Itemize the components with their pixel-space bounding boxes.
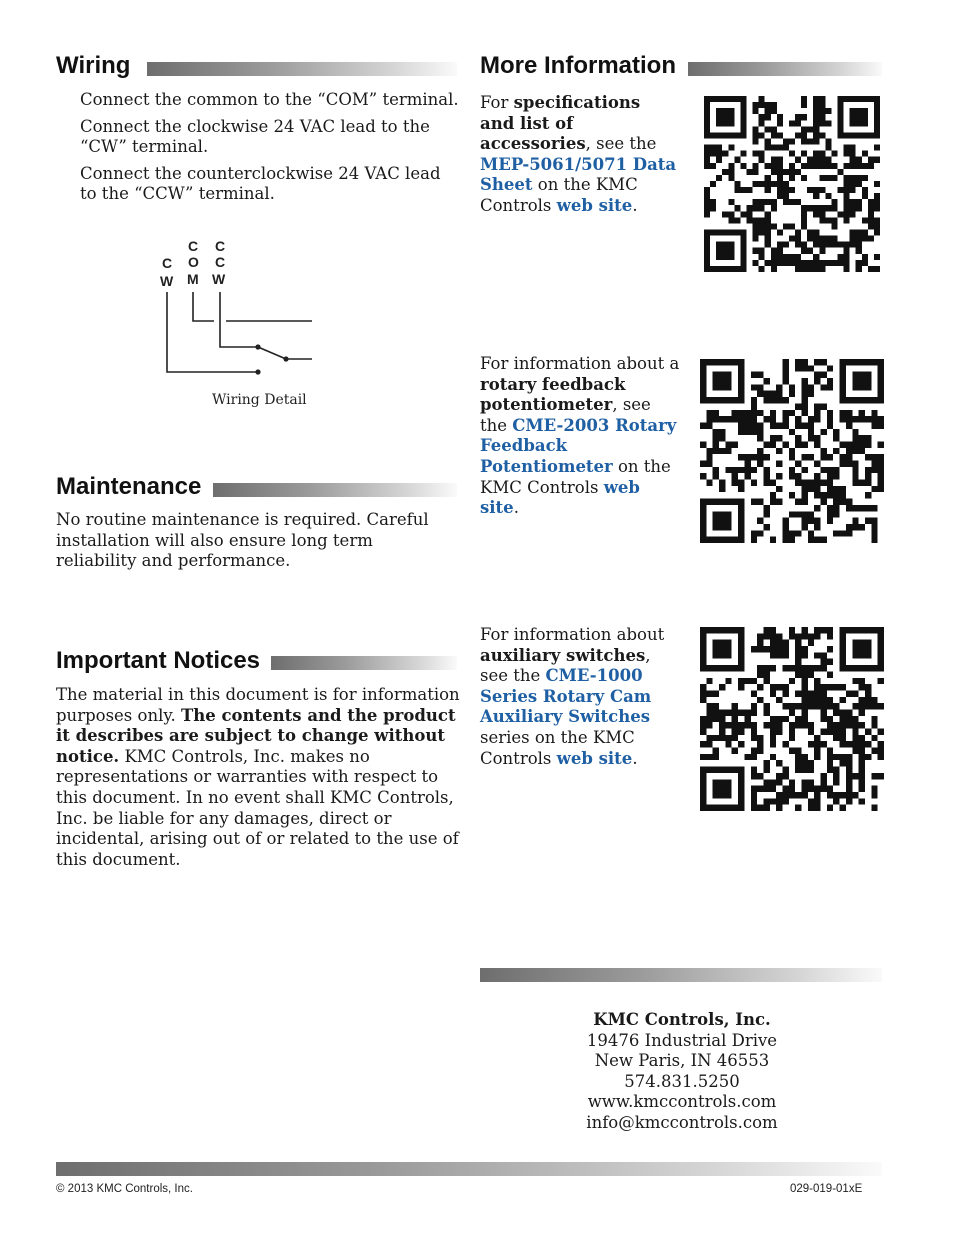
com-label-o: O	[188, 254, 199, 270]
wiring-heading-rule	[147, 62, 457, 76]
company-city: New Paris, IN 46553	[594, 1051, 770, 1071]
company-website[interactable]: www.kmccontrols.com	[587, 1092, 777, 1112]
maintenance-heading-rule	[213, 483, 457, 497]
notices-text-bold: The contents and the product it describes are subject to change without notice.	[56, 705, 456, 766]
info-specs-text-2: , see the	[585, 134, 657, 154]
ccw-label-c2: C	[215, 254, 226, 270]
aux-switches-qr-code[interactable]	[700, 627, 884, 811]
data-sheet-link[interactable]: MEP-5061/5071 Data Sheet	[480, 154, 677, 195]
company-name: KMC Controls, Inc.	[593, 1010, 771, 1029]
potentiometer-link[interactable]: CME-2003 Rotary Feedback Potentiometer	[480, 415, 677, 476]
notices-text-2: KMC Controls, Inc. makes no representations or warranties with respect to this document. In no event shall KMC Controls, Inc. be liable for any damages, direct or incidental, arising out of or related to the use of this document.	[56, 746, 459, 869]
info-pot-text-3: on the KMC Controls	[480, 456, 671, 497]
wiring-heading: Wiring	[56, 52, 131, 79]
web-site-link[interactable]: web site	[556, 748, 633, 768]
wiring-step-com: Connect the common to the “COM” terminal.	[80, 90, 459, 109]
ccw-label-c1: C	[215, 238, 226, 254]
maintenance-heading: Maintenance	[56, 473, 202, 500]
info-pot-bold: rotary feedback potentiometer	[480, 374, 626, 415]
web-site-link[interactable]: web site	[480, 477, 640, 518]
wiring-steps	[80, 90, 460, 205]
aux-switches-link[interactable]: CME-1000 Series Rotary Cam Auxiliary Switches	[480, 666, 652, 727]
wiring-caption: Wiring Detail	[212, 392, 307, 408]
more-info-heading-rule	[688, 62, 882, 76]
switch-contact-2	[283, 356, 288, 361]
info-specs-bold: specifications and list of accessories	[480, 93, 641, 154]
notices-text	[56, 685, 464, 870]
wiring-step-cw: Connect the clockwise 24 VAC lead to the “CW” terminal.	[80, 116, 430, 157]
notices-heading-rule	[271, 656, 457, 670]
info-block-specs	[480, 93, 680, 217]
company-address	[560, 1010, 804, 1134]
potentiometer-qr-code[interactable]	[700, 359, 884, 543]
cw-wire	[167, 292, 258, 372]
info-specs-text-4: .	[632, 195, 638, 215]
info-specs-text-3: on the KMC Controls	[480, 175, 638, 215]
info-pot-text-1: For information about a	[480, 354, 680, 373]
info-aux-text-1: For information about	[480, 625, 665, 644]
info-pot-text-4: .	[513, 498, 519, 518]
info-aux-text-2: , see the	[480, 645, 651, 686]
footer-rule	[56, 1162, 882, 1176]
footer-copyright: © 2013 KMC Controls, Inc.	[56, 1183, 193, 1195]
info-specs-text-1: For	[480, 93, 514, 112]
cw-label-c: C	[162, 255, 173, 271]
info-block-potentiometer	[480, 354, 680, 519]
info-aux-text-4: .	[632, 748, 638, 768]
more-info-heading: More Information	[480, 52, 676, 79]
web-site-link[interactable]: web site	[556, 195, 633, 215]
notices-text-1: The material in this document is for information purposes only.	[56, 685, 460, 725]
switch-contact-1	[255, 344, 260, 349]
info-aux-text-3: series on the KMC Controls	[480, 727, 635, 768]
switch-blade	[258, 347, 286, 359]
info-aux-bold: auxiliary switches	[480, 645, 646, 665]
info-pot-text-2: , see the	[480, 395, 651, 435]
company-street: 19476 Industrial Drive	[586, 1030, 778, 1050]
address-rule	[480, 968, 882, 982]
wiring-diagram	[150, 235, 330, 415]
notices-heading: Important Notices	[56, 647, 261, 674]
company-phone: 574.831.5250	[624, 1071, 740, 1091]
cw-label-w: W	[160, 273, 174, 289]
wiring-step-ccw: Connect the counterclockwise 24 VAC lead to the “CCW” terminal.	[80, 163, 441, 204]
company-email[interactable]: info@kmccontrols.com	[586, 1112, 778, 1132]
maintenance-text: No routine maintenance is required. Careful installation will also ensure long term reliability and performance.	[56, 510, 429, 571]
ccw-label-w: W	[212, 271, 226, 287]
com-label-c: C	[188, 238, 199, 254]
ccw-wire	[220, 292, 258, 347]
info-block-aux-switches	[480, 625, 680, 769]
specs-qr-code[interactable]	[704, 96, 880, 272]
footer-doc-number: 029-019-01xE	[790, 1183, 863, 1195]
com-label-m: M	[187, 271, 199, 287]
cw-contact	[255, 369, 260, 374]
com-wire	[193, 292, 214, 321]
